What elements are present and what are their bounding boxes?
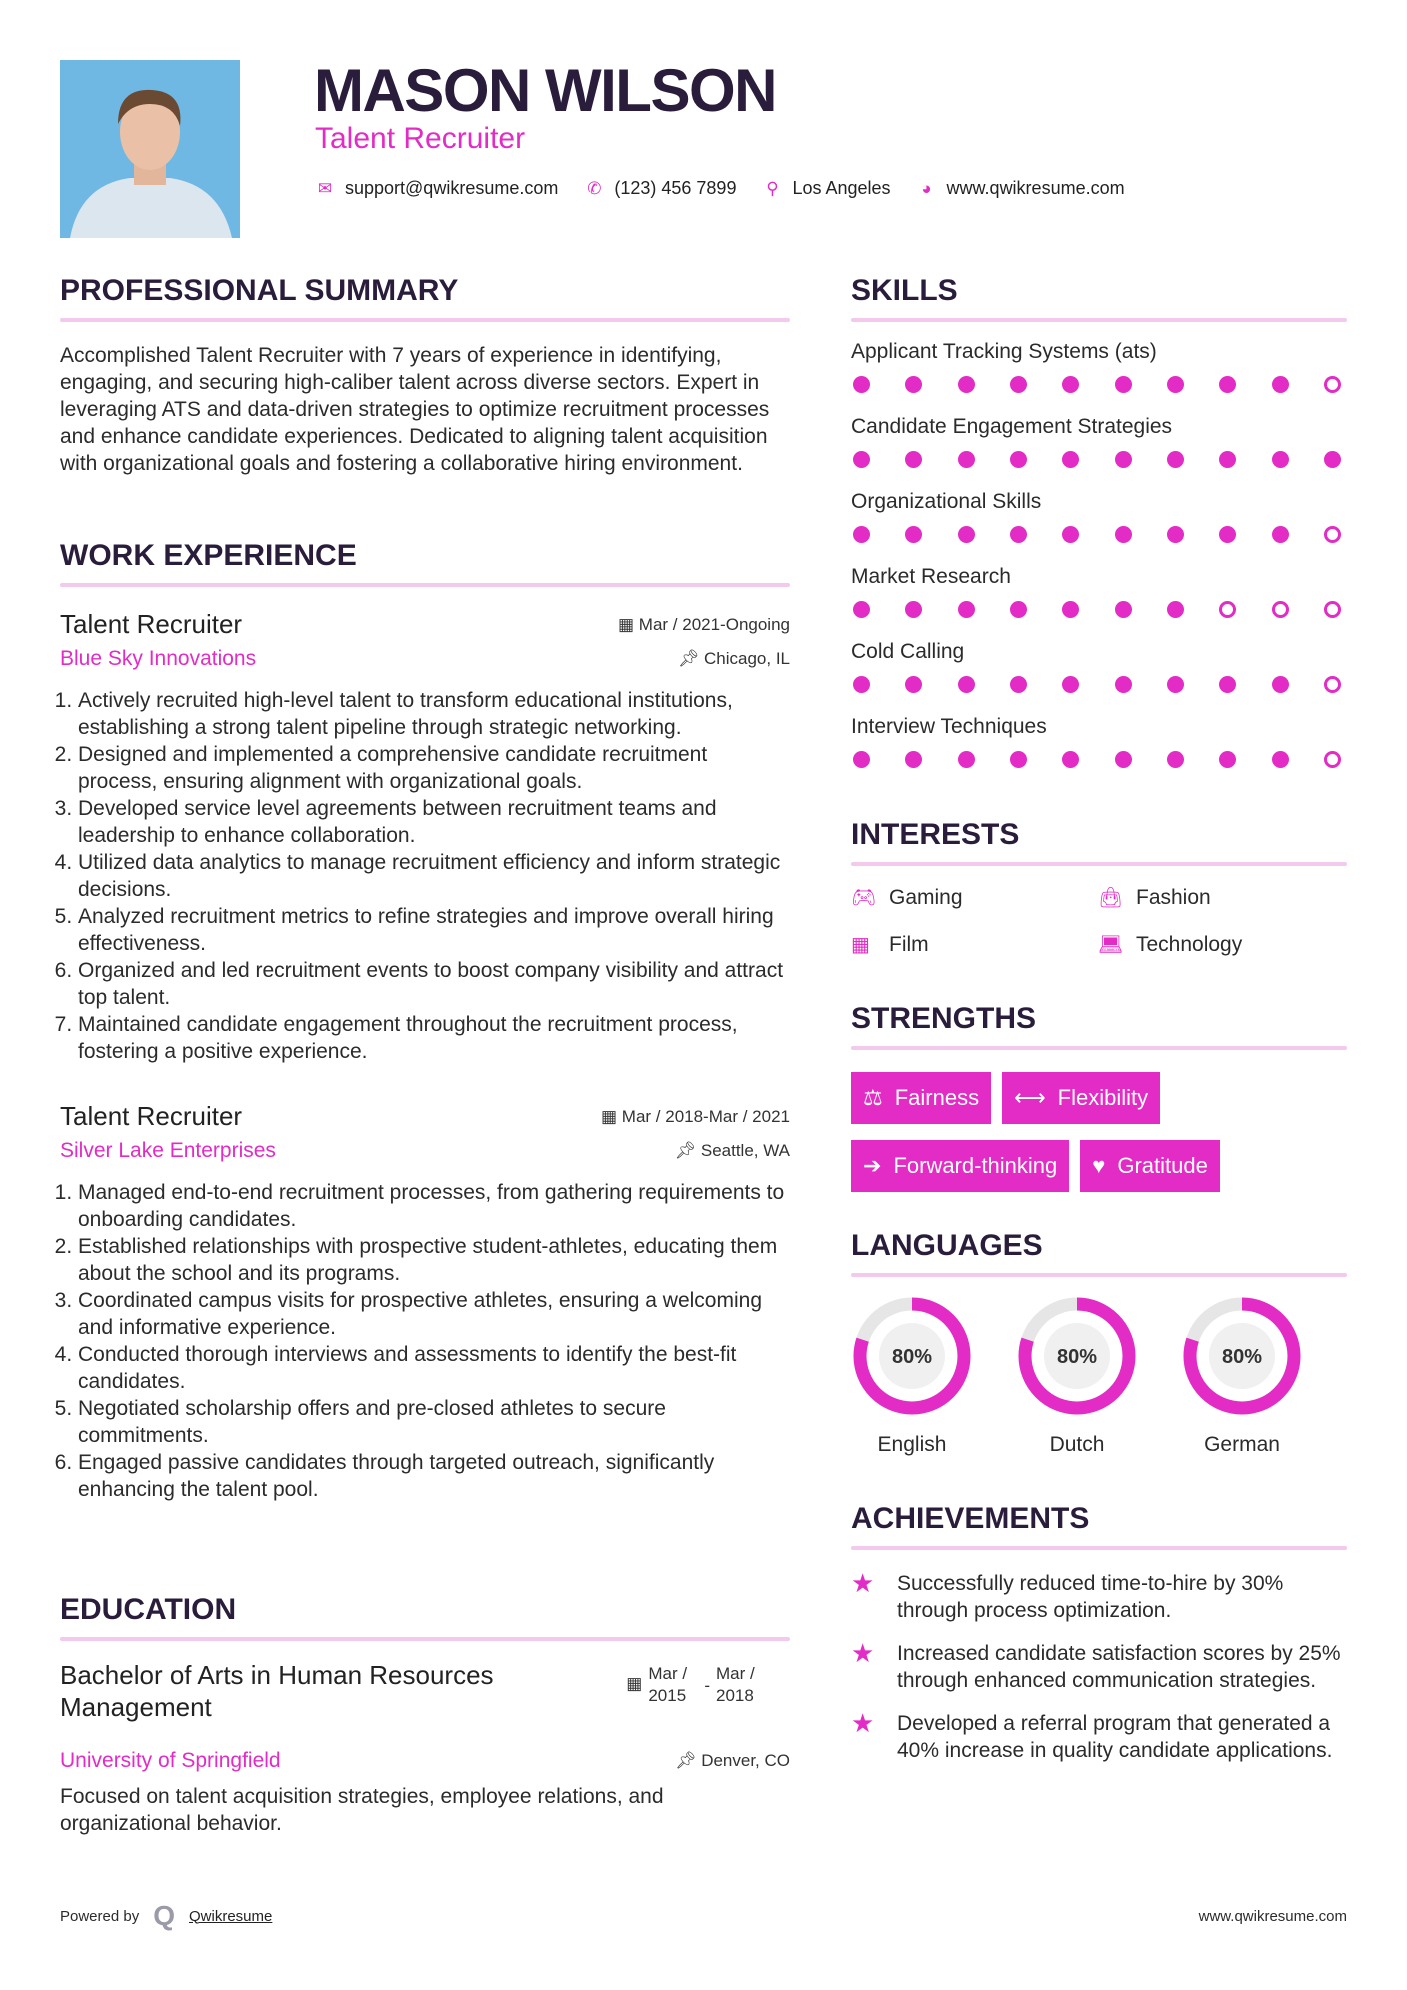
film-icon: ▦ — [851, 934, 870, 956]
language-label: German — [1204, 1433, 1280, 1456]
filled-dot — [853, 526, 870, 543]
filled-dot — [1062, 451, 1079, 468]
bullet-item: 7. Maintained candidate engagement throughout the recruitment process, fostering a positive experience. — [78, 1011, 790, 1065]
contact-text[interactable]: support@qwikresume.com — [345, 178, 559, 198]
bullet-item: 5. Analyzed recruitment metrics to refine strategies and improve overall hiring effectiveness. — [78, 903, 790, 957]
date-text: Mar / 2018-Mar / 2021 — [621, 1107, 790, 1126]
filled-dot — [1167, 751, 1184, 768]
section-heading: WORK EXPERIENCE — [60, 539, 357, 572]
strength-tag — [851, 1072, 991, 1124]
filled-dot — [1010, 451, 1027, 468]
language-percent: 80% — [1221, 1346, 1263, 1368]
contact-text[interactable]: www.qwikresume.com — [946, 178, 1125, 198]
job-entry — [60, 609, 790, 1065]
section-divider — [60, 583, 790, 587]
pushpin-icon: 📌︎ — [677, 649, 704, 668]
filled-dot — [1115, 376, 1132, 393]
filled-dot — [1167, 451, 1184, 468]
powered-by-label: Powered by — [60, 1907, 140, 1925]
filled-dot — [1115, 751, 1132, 768]
section-heading: ACHIEVEMENTS — [851, 1502, 1090, 1535]
filled-dot — [1010, 376, 1027, 393]
education-start: Mar / 2015 — [648, 1664, 688, 1705]
skill-list — [851, 340, 1347, 790]
footer-site-link[interactable]: www.qwikresume.com — [1198, 1908, 1347, 1925]
laptop-icon: 💻︎ — [1098, 934, 1124, 956]
filled-dot — [1062, 676, 1079, 693]
bullet-item: 2. Established relationships with prospective student-athletes, educating them about the school and its programs. — [78, 1233, 790, 1287]
job-subheader — [60, 647, 790, 687]
experience-section — [60, 539, 790, 1503]
bullet-item: 3. Coordinated campus visits for prospective athletes, ensuring a welcoming and informative experience. — [78, 1287, 790, 1341]
pushpin-icon: 📌︎ — [674, 1751, 702, 1770]
filled-dot — [1167, 676, 1184, 693]
brand-link[interactable]: Qwikresume — [189, 1907, 273, 1925]
achievement-item — [851, 1640, 1347, 1694]
empty-dot — [1219, 601, 1236, 618]
interests-section — [851, 818, 1347, 968]
filled-dot — [1272, 751, 1289, 768]
language-item — [851, 1295, 973, 1457]
filled-dot — [958, 526, 975, 543]
filled-dot — [905, 751, 922, 768]
skill-item — [851, 640, 1347, 715]
language-progress-ring — [1016, 1295, 1138, 1417]
strength-tag — [1080, 1140, 1220, 1192]
job-entry — [60, 1101, 790, 1503]
skills-section — [851, 274, 1347, 790]
bullet-item: 6. Organized and led recruitment events to boost company visibility and attract top talent. — [78, 957, 790, 1011]
strength-label: Flexibility — [1057, 1085, 1149, 1110]
bullet-item: 4. Utilized data analytics to manage recruitment efficiency and inform strategic decisions. — [78, 849, 790, 903]
filled-dot — [1219, 526, 1236, 543]
empty-dot — [1272, 601, 1289, 618]
filled-dot — [958, 751, 975, 768]
filled-dot — [1219, 376, 1236, 393]
job-header — [60, 609, 790, 647]
shooting-star-icon: ★ — [851, 1568, 875, 1598]
skill-label: Cold Calling — [851, 640, 965, 663]
skill-item — [851, 340, 1347, 415]
achievement-text: Increased candidate satisfaction scores by 25% through enhanced communication strategies. — [897, 1642, 1341, 1692]
job-location — [675, 1141, 790, 1161]
interest-item — [1098, 874, 1345, 921]
shooting-star-icon: ★ — [851, 1638, 875, 1668]
section-heading: INTERESTS — [851, 818, 1020, 851]
filled-dot — [1272, 376, 1289, 393]
bullet-item: 5. Negotiated scholarship offers and pre-closed athletes to secure commitments. — [78, 1395, 790, 1449]
bullet-item: 1. Actively recruited high-level talent to transform educational institutions, establishing a strong talent pipeline through strategic networking. — [78, 687, 790, 741]
interest-item — [851, 874, 1098, 921]
calendar-icon: ▦ — [626, 1674, 643, 1693]
skill-item — [851, 715, 1347, 790]
filled-dot — [1115, 601, 1132, 618]
filled-dot — [853, 451, 870, 468]
filled-dot — [1272, 526, 1289, 543]
interest-list — [851, 874, 1347, 968]
job-title: Talent Recruiter — [60, 1101, 243, 1131]
skill-item — [851, 490, 1347, 565]
location-text: Chicago, IL — [704, 649, 790, 668]
skill-label: Organizational Skills — [851, 490, 1042, 513]
section-heading: STRENGTHS — [851, 1002, 1037, 1035]
filled-dot — [1062, 751, 1079, 768]
skill-item — [851, 415, 1347, 490]
language-label: Dutch — [1049, 1433, 1105, 1456]
section-divider — [60, 1637, 790, 1641]
footer-powered — [60, 1900, 272, 1932]
strength-label: Gratitude — [1117, 1153, 1208, 1178]
job-bullets — [60, 687, 790, 1065]
section-heading: PROFESSIONAL SUMMARY — [60, 274, 459, 307]
skill-rating — [851, 672, 1341, 715]
education-end: Mar / 2018 — [716, 1664, 755, 1705]
filled-dot — [905, 676, 922, 693]
job-location — [678, 649, 790, 669]
shopping-bag-icon: 👜︎ — [1098, 887, 1124, 909]
filled-dot — [1010, 676, 1027, 693]
strength-list — [851, 1072, 1271, 1208]
arrows-horizontal-icon: ⟷ — [1014, 1085, 1046, 1110]
filled-dot — [905, 451, 922, 468]
achievement-text: Developed a referral program that generated a 40% increase in quality candidate applications. — [897, 1712, 1333, 1762]
skill-item — [851, 565, 1347, 640]
interest-item — [851, 921, 1098, 968]
interest-label: Fashion — [1136, 885, 1211, 909]
achievements-section — [851, 1502, 1347, 1780]
filled-dot — [1272, 451, 1289, 468]
section-divider — [851, 862, 1347, 866]
language-progress-ring — [851, 1295, 973, 1417]
section-divider — [851, 1273, 1347, 1277]
language-label: English — [877, 1433, 947, 1456]
shooting-star-icon: ★ — [851, 1708, 875, 1738]
summary-text: Accomplished Talent Recruiter with 7 years of experience in identifying, engaging, and securing high-caliber talent across diverse sectors. Expert in leveraging ATS and data-driven strategies to optimize recruitment processes and enhance candidate experiences. Dedicated to aligning talent acquisition with organizational goals and fostering a collaborative hiring environment. — [60, 344, 770, 475]
bullet-item: 1. Managed end-to-end recruitment processes, from gathering requirements to onboarding candidates. — [78, 1179, 790, 1233]
bullet-item: 2. Designed and implemented a comprehensive candidate recruitment process, ensuring alignment with organizational goals. — [78, 741, 790, 795]
calendar-icon: ▦ — [618, 615, 639, 634]
filled-dot — [905, 601, 922, 618]
interest-item — [1098, 921, 1345, 968]
strength-tag — [1002, 1072, 1160, 1124]
pushpin-icon: 📌︎ — [674, 1141, 701, 1160]
section-divider — [851, 1046, 1347, 1050]
job-header — [60, 1101, 790, 1139]
empty-dot — [1324, 751, 1341, 768]
candidate-name: MASON WILSON — [314, 57, 776, 124]
job-subheader — [60, 1139, 790, 1179]
section-divider — [60, 318, 790, 322]
filled-dot — [1062, 376, 1079, 393]
filled-dot — [1167, 601, 1184, 618]
job-date — [618, 615, 790, 635]
filled-dot — [1219, 451, 1236, 468]
skill-label: Market Research — [851, 565, 1011, 588]
filled-dot — [1062, 601, 1079, 618]
phone-icon: ✆ — [587, 178, 602, 198]
filled-dot — [1219, 751, 1236, 768]
skill-label: Interview Techniques — [851, 715, 1047, 738]
filled-dot — [853, 676, 870, 693]
bullet-item: 4. Conducted thorough interviews and assessments to identify the best-fit candidates. — [78, 1341, 790, 1395]
job-date — [601, 1107, 790, 1127]
skill-rating — [851, 447, 1341, 490]
filled-dot — [958, 376, 975, 393]
map-pin-icon: ⚲ — [766, 178, 779, 198]
calendar-icon: ▦ — [601, 1107, 622, 1126]
date-separator: - — [704, 1676, 710, 1695]
globe-icon: ◕ — [921, 178, 932, 198]
skill-label: Candidate Engagement Strategies — [851, 415, 1173, 438]
education-description: Focused on talent acquisition strategies, employee relations, and organizational behavior. — [60, 1785, 664, 1835]
arrow-right-icon: ➔ — [863, 1153, 882, 1178]
filled-dot — [853, 376, 870, 393]
filled-dot — [1324, 451, 1341, 468]
envelope-icon: ✉ — [317, 178, 333, 198]
strength-label: Forward-thinking — [893, 1153, 1058, 1178]
skill-rating — [851, 747, 1341, 790]
job-bullets — [60, 1179, 790, 1503]
empty-dot — [1324, 601, 1341, 618]
language-percent: 80% — [891, 1346, 933, 1368]
school-name: University of Springfield — [60, 1749, 281, 1772]
filled-dot — [905, 526, 922, 543]
bullet-item: 6. Engaged passive candidates through targeted outreach, significantly enhancing the talent pool. — [78, 1449, 790, 1503]
interest-label: Film — [889, 932, 929, 956]
section-divider — [851, 1546, 1347, 1550]
empty-dot — [1324, 376, 1341, 393]
skill-label: Applicant Tracking Systems (ats) — [851, 340, 1157, 363]
job-list — [60, 609, 790, 1503]
achievement-item — [851, 1710, 1347, 1764]
empty-dot — [1324, 526, 1341, 543]
location-text: Seattle, WA — [700, 1141, 790, 1160]
filled-dot — [1010, 601, 1027, 618]
filled-dot — [1272, 676, 1289, 693]
language-list — [851, 1295, 1347, 1465]
filled-dot — [958, 676, 975, 693]
qwikresume-logo-icon: Q — [153, 1900, 175, 1931]
language-item — [1181, 1295, 1303, 1457]
filled-dot — [1115, 676, 1132, 693]
filled-dot — [853, 601, 870, 618]
candidate-title: Talent Recruiter — [315, 122, 526, 155]
education-section — [60, 1593, 790, 1837]
section-heading: EDUCATION — [60, 1593, 237, 1626]
section-divider — [851, 318, 1347, 322]
strength-label: Fairness — [894, 1085, 980, 1110]
section-heading: SKILLS — [851, 274, 958, 307]
filled-dot — [958, 451, 975, 468]
location-text: Denver, CO — [701, 1751, 790, 1770]
filled-dot — [1010, 526, 1027, 543]
degree-title: Bachelor of Arts in Human Resources Management — [60, 1660, 494, 1722]
empty-dot — [1324, 676, 1341, 693]
profile-photo — [60, 60, 240, 238]
achievement-item — [851, 1570, 1347, 1624]
company-name: Silver Lake Enterprises — [60, 1139, 276, 1162]
filled-dot — [1010, 751, 1027, 768]
skill-rating — [851, 372, 1341, 415]
filled-dot — [1167, 376, 1184, 393]
education-location — [675, 1751, 790, 1771]
language-progress-ring — [1181, 1295, 1303, 1417]
interest-label: Gaming — [889, 885, 963, 909]
education-dates — [626, 1663, 766, 1707]
filled-dot — [1062, 526, 1079, 543]
achievement-text: Successfully reduced time-to-hire by 30% through process optimization. — [897, 1572, 1284, 1622]
heart-icon: ♥ — [1092, 1153, 1106, 1178]
section-heading: LANGUAGES — [851, 1229, 1043, 1262]
interest-label: Technology — [1136, 932, 1243, 956]
filled-dot — [1219, 676, 1236, 693]
filled-dot — [905, 376, 922, 393]
balance-scale-icon: ⚖ — [863, 1085, 883, 1110]
filled-dot — [1115, 526, 1132, 543]
contact-row — [315, 178, 1141, 199]
company-name: Blue Sky Innovations — [60, 647, 257, 670]
contact-text[interactable]: Los Angeles — [792, 178, 891, 198]
filled-dot — [958, 601, 975, 618]
languages-section — [851, 1229, 1347, 1465]
bullet-item: 3. Developed service level agreements between recruitment teams and leadership to enhance collaboration. — [78, 795, 790, 849]
summary-section — [60, 274, 790, 477]
skill-rating — [851, 522, 1341, 565]
filled-dot — [853, 751, 870, 768]
strength-tag — [851, 1140, 1069, 1192]
language-percent: 80% — [1056, 1346, 1098, 1368]
achievement-list — [851, 1570, 1347, 1764]
language-item — [1016, 1295, 1138, 1457]
filled-dot — [1115, 451, 1132, 468]
skill-rating — [851, 597, 1341, 640]
date-text: Mar / 2021-Ongoing — [638, 615, 790, 634]
strengths-section — [851, 1002, 1347, 1208]
filled-dot — [1167, 526, 1184, 543]
job-title: Talent Recruiter — [60, 609, 243, 639]
contact-text[interactable]: (123) 456 7899 — [614, 178, 737, 198]
gamepad-icon: 🎮︎ — [851, 887, 877, 909]
